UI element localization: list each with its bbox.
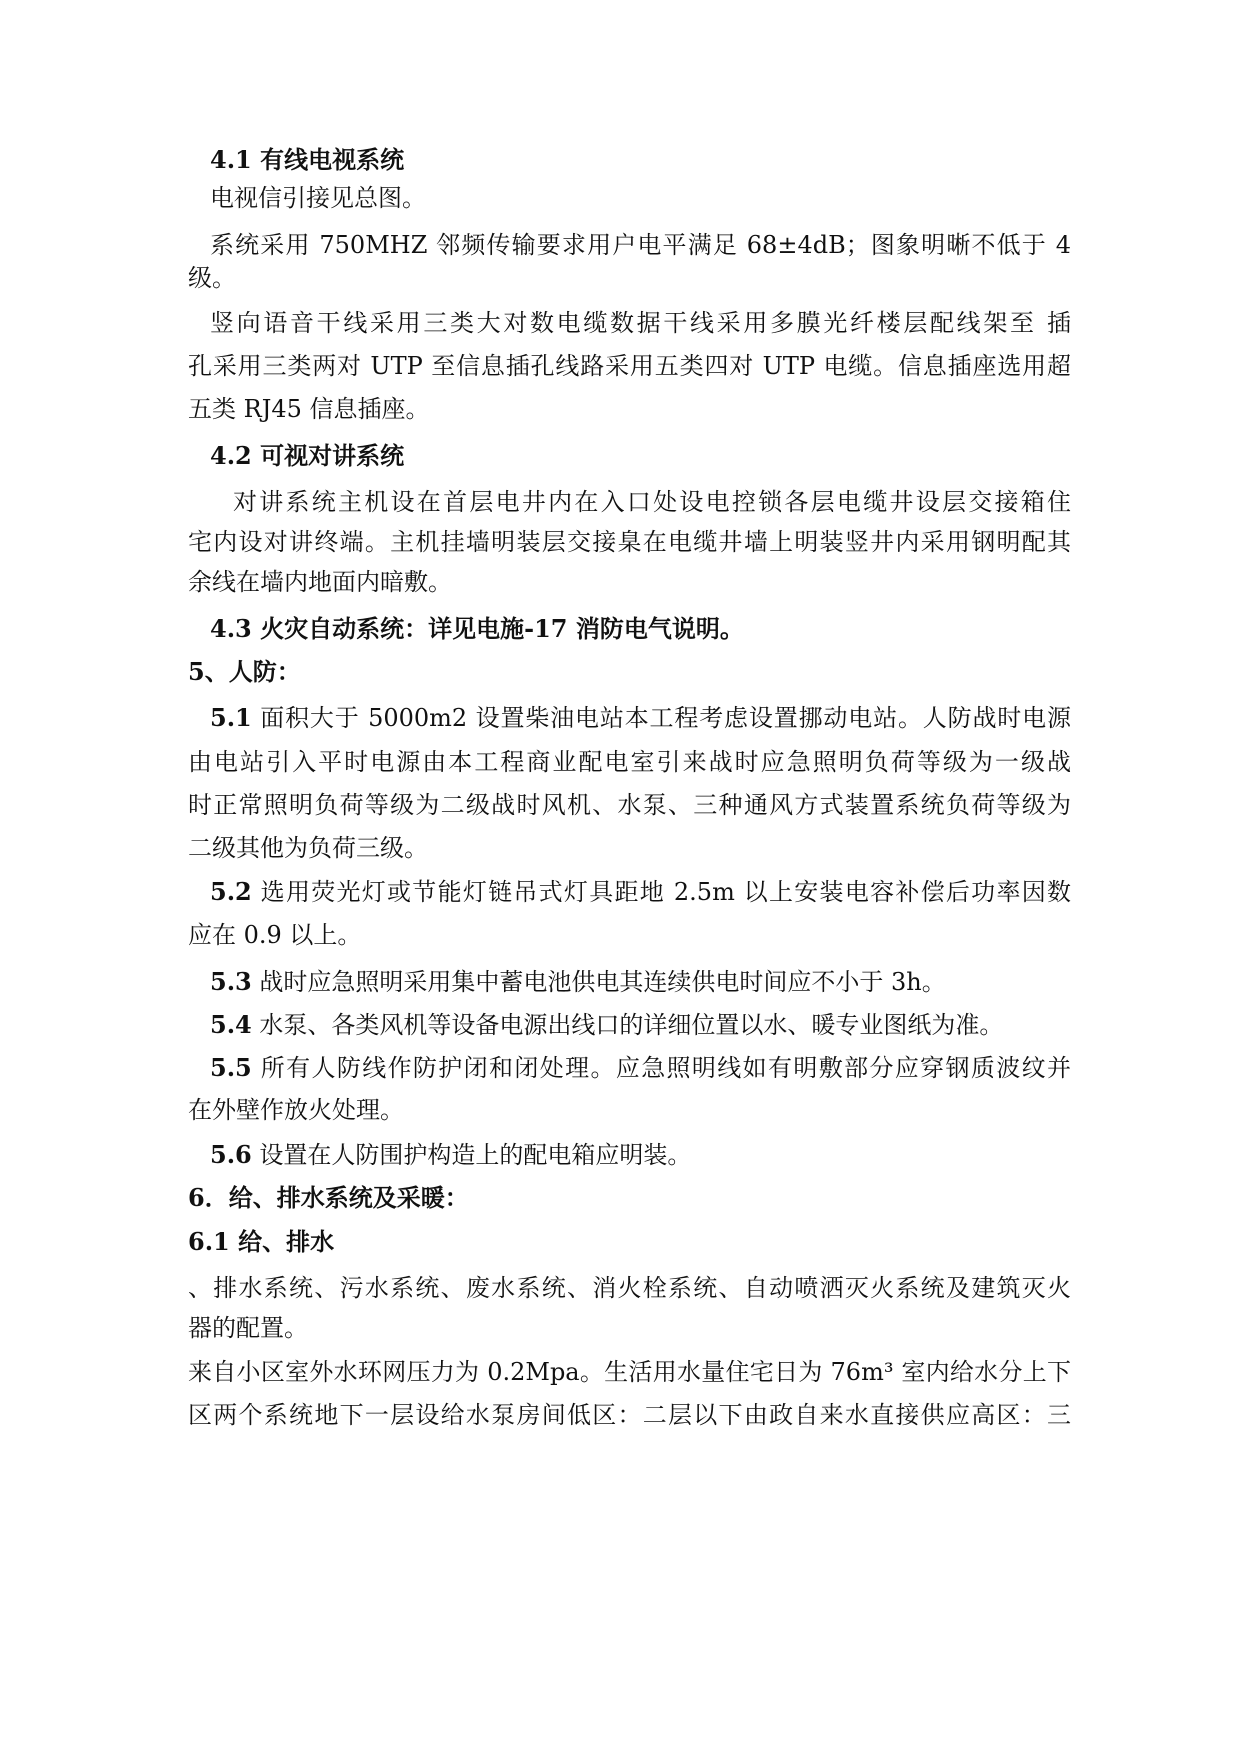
paragraph-line: 区两个系统地下一层设给水泵房间低区：二层以下由政自来水直接供应高区：三: [188, 1401, 1071, 1429]
heading-6-1: 6.1 给、排水: [188, 1227, 335, 1256]
item-text: 所有人防线作防护闭和闭处理。应急照明线如有明敷部分应穿钢质波纹并: [251, 1054, 1071, 1082]
paragraph-line: [210, 703, 1071, 733]
item-text: 水泵、各类风机等设备电源出线口的详细位置以水、暖专业图纸为准。: [251, 1011, 1004, 1039]
paragraph-line: 系统采用 750MHZ 邻频传输要求用户电平满足 68±4dB；图象明晰不低于 4: [210, 231, 1071, 259]
paragraph-line: 在外壁作放火处理。: [188, 1096, 404, 1124]
paragraph-line: [210, 967, 1071, 997]
paragraph-line: 竖向语音干线采用三类大对数电缆数据干线采用多膜光纤楼层配线架至 插: [210, 309, 1071, 337]
paragraph-line: 应在 0.9 以上。: [188, 921, 362, 949]
paragraph-line: 孔采用三类两对 UTP 至信息插孔线路采用五类四对 UTP 电缆。信息插座选用超: [188, 352, 1071, 380]
heading-6: 6．给、排水系统及采暖：: [188, 1183, 469, 1212]
paragraph-line: [210, 877, 1071, 907]
item-text: 设置在人防围护构造上的配电箱应明装。: [251, 1141, 692, 1169]
paragraph-line: 对讲系统主机设在首层电井内在入口处设电控锁各层电缆井设层交接箱住: [233, 488, 1071, 516]
item-text: 战时应急照明采用集中蓄电池供电其连续供电时间应不小于 3h。: [251, 968, 946, 996]
paragraph-line: 五类 RJ45 信息插座。: [188, 395, 430, 423]
paragraph-line: 电视信引接见总图。: [210, 184, 426, 212]
paragraph-line: 二级其他为负荷三级。: [188, 834, 428, 862]
paragraph-line: 由电站引入平时电源由本工程商业配电室引来战时应急照明负荷等级为一级战: [188, 748, 1071, 776]
paragraph-line: 、排水系统、污水系统、废水系统、消火栓系统、自动喷洒灭火系统及建筑灭火: [188, 1274, 1071, 1302]
paragraph-line: 宅内设对讲终端。主机挂墙明装层交接臬在电缆井墙上明装竖井内采用钢明配其: [188, 528, 1071, 556]
paragraph-line: 余线在墙内地面内暗敷。: [188, 568, 452, 596]
item-text: 选用荧光灯或节能灯链吊式灯具距地 2.5m 以上安装电容补偿后功率因数: [251, 878, 1071, 906]
item-number: 5.6: [210, 1140, 252, 1169]
item-text: 面积大于 5000m2 设置柴油电站本工程考虑设置挪动电站。人防战时电源: [251, 704, 1071, 732]
item-number: 5.4: [210, 1010, 252, 1039]
paragraph-line: [210, 1140, 1071, 1170]
heading-4-2: 4.2 可视对讲系统: [210, 441, 405, 470]
paragraph-line: 器的配置。: [188, 1314, 308, 1342]
paragraph-line: 时正常照明负荷等级为二级战时风机、水泵、三种通风方式装置系统负荷等级为: [188, 791, 1071, 819]
heading-4-1: 4.1 有线电视系统: [210, 145, 405, 174]
heading-5: 5、人防：: [188, 657, 301, 686]
paragraph-line: 来自小区室外水环网压力为 0.2Mpa。生活用水量住宅日为 76m³ 室内给水分上下: [188, 1358, 1071, 1386]
item-number: 5.5: [210, 1053, 252, 1082]
paragraph-line: 级。: [188, 264, 236, 292]
item-number: 5.2: [210, 877, 252, 906]
paragraph-line: [210, 1010, 1071, 1040]
paragraph-line: [210, 1053, 1071, 1083]
heading-4-3: 4.3 火灾自动系统：详见电施-17 消防电气说明。: [210, 614, 744, 643]
item-number: 5.3: [210, 967, 252, 996]
item-number: 5.1: [210, 703, 252, 732]
